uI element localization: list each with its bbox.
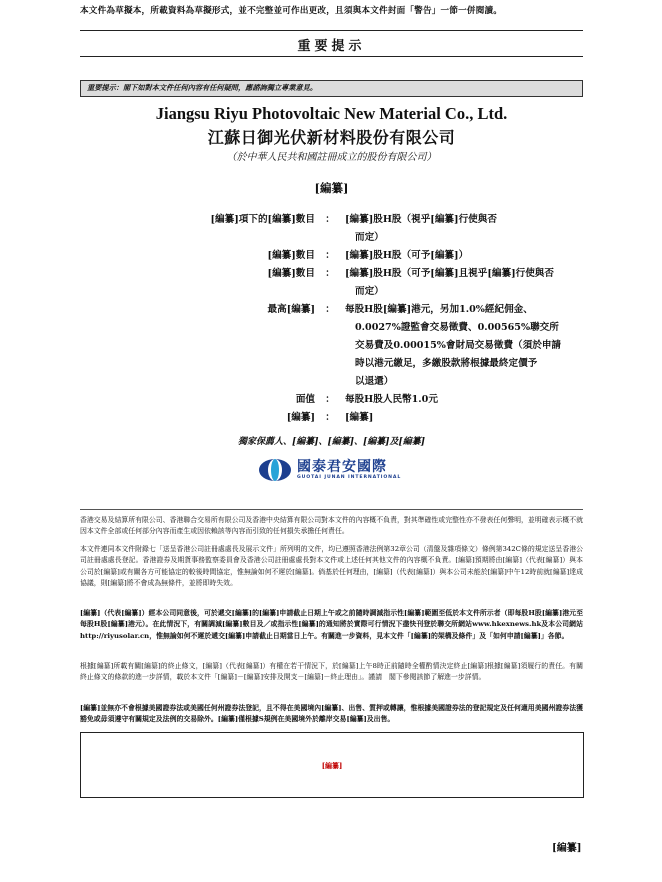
- offer-row: [80, 301, 583, 391]
- us-securities-paragraph: [編纂]並無亦不會根據美國證券法或美國任何州證券法登記，且不得在美國境內[編纂]、出售、質押或轉讓，惟根據美國證券法的登記規定及任何適用美國州證券法獲豁免或毋須遵守有關規定及法例的交易除外。[編纂]僅根據S規例在美國境外於離岸交易[編纂]及出售。: [80, 704, 583, 724]
- page-footer: [編纂]: [552, 843, 582, 854]
- offer-label: [編纂]項下的[編纂]數目: [210, 214, 315, 225]
- offer-label: [編纂]: [286, 412, 315, 423]
- offer-value: [345, 301, 583, 391]
- logo-name-zh: 國泰君安國際: [297, 459, 387, 475]
- offer-value-line: 以退還）: [355, 376, 394, 387]
- offer-value-line: 交易費及0.00015%會財局交易徵費（須於申請: [355, 340, 562, 351]
- price-reduction-paragraph: [編纂]（代表[編纂]）經本公司同意後，可於遞交[編纂]的[編纂]申請截止日期上午或之前隨時調減指示性[編纂]範圍至低於本文件所示者（即每股H股[編纂]港元至每股H股[編纂]港元）。在此情況下，有關調減[編纂]數目及／或指示性[編纂]的通知將於實際可行情況下盡快刊登於聯交所網站www.hkexnews.hk及本公司網站http://riyusolar.cn，惟無論如何不遲於遞交[編纂]申請截止日期當日上午。有關進一步資料，見本文件「[編纂]的架構及條件」及「如何申請[編纂]」各節。: [80, 609, 583, 640]
- disclaimer-paragraph: 香港交易及結算所有限公司、香港聯合交易所有限公司及香港中央結算有限公司對本文件的內容概不負責，對其準確性或完整性亦不發表任何聲明，並明確表示概不就因本文件全部或任何部分內容而產生或因依賴該等內容而引致的任何損失承擔任何責任。: [80, 516, 584, 536]
- offer-value: [345, 265, 583, 301]
- sponsors-line: 獨家保薦人、[編纂]、[編纂]、[編纂]及[編纂]: [237, 437, 426, 447]
- divider-top: [80, 30, 583, 31]
- draft-notice: 本文件為草擬本，所載資料為草擬形式，並不完整並可作出更改，且須與本文件封面「警告」一節一併閱讀。: [80, 6, 503, 16]
- offer-label: 最高[編纂]: [267, 304, 315, 315]
- offer-value-line: 而定）: [355, 232, 384, 243]
- guotai-junan-logo: [258, 458, 401, 482]
- offer-value-line: 每股H股人民幣1.0元: [345, 394, 438, 405]
- offer-value-line: [編纂]: [345, 412, 374, 423]
- offer-value: [345, 409, 583, 427]
- offer-colon: ：: [325, 250, 335, 261]
- offer-value: [345, 391, 583, 409]
- offer-row: [80, 247, 583, 265]
- company-name-en: Jiangsu Riyu Photovoltaic New Material Co., Ltd.: [155, 104, 508, 123]
- offer-row: [80, 265, 583, 301]
- offer-value-line: 每股H股[編纂]港元，另加1.0%經紀佣金、: [345, 304, 533, 315]
- divider-disclaimer: [80, 509, 583, 510]
- logo-text: [297, 460, 401, 480]
- company-incorporation-note: （於中華人民共和國註冊成立的股份有限公司）: [226, 152, 437, 163]
- offer-label: [編纂]數目: [267, 268, 315, 279]
- redacted-frame-text: [編纂]: [321, 761, 343, 770]
- offer-colon: ：: [325, 214, 335, 225]
- offer-value-line: 0.0027%證監會交易徵費、0.00565%聯交所: [355, 322, 559, 333]
- offer-label: [編纂]數目: [267, 250, 315, 261]
- offer-value-line: [編纂]股H股（可予[編纂]）: [345, 250, 469, 261]
- offer-colon: ：: [325, 394, 335, 405]
- offer-value-line: [編纂]股H股（視乎[編纂]行使與否: [345, 214, 497, 225]
- offer-row: [80, 211, 583, 247]
- redacted-heading: [編纂]: [314, 181, 349, 195]
- offer-value: [345, 247, 583, 265]
- warning-banner-text: 重要提示：閣下如對本文件任何內容有任何疑問，應諮詢獨立專業意見。: [87, 83, 318, 92]
- important-title: 重要提示: [297, 39, 366, 54]
- offer-colon: ：: [325, 268, 335, 279]
- warning-banner: [80, 80, 583, 97]
- offer-colon: ：: [325, 304, 335, 315]
- company-name-zh: 江蘇日御光伏新材料股份有限公司: [207, 128, 456, 147]
- offer-colon: ：: [325, 412, 335, 423]
- offer-value: [345, 211, 583, 247]
- logo-name-en: GUOTAI JUNAN INTERNATIONAL: [297, 475, 402, 480]
- redacted-frame: [80, 732, 584, 798]
- offer-table: [80, 211, 583, 427]
- divider-title: [80, 56, 583, 57]
- offer-label: 面值: [295, 394, 315, 405]
- offer-value-line: 而定）: [355, 286, 384, 297]
- guotai-junan-emblem-icon: [258, 458, 292, 482]
- offer-value-line: 時以港元繳足，多繳股款將根據最終定價予: [355, 358, 538, 369]
- termination-paragraph: 根據[編纂]所載有關[編纂]的終止條文，[編纂]（代表[編纂]）有權在若干情況下，於[編纂]上午8時正前隨時全權酌情決定終止[編纂]根據[編纂]須履行的責任。有關終止條文的條款的進一步詳情，載於本文件「[編纂]－[編纂]安排及開支－[編纂]－終止理由」。謹請 閣下參閱該節了解進一步詳情。: [80, 662, 583, 682]
- registration-paragraph: 本文件連同本文件附錄七「送呈香港公司註冊處處長及展示文件」所列明的文件，均已遵照香港法例第32章公司（清盤及雜項條文）條例第342C條的規定送呈香港公司註冊處處長登記。香港證券及期貨事務監察委員會及香港公司註冊處處長對本文件或上述任何其他文件的內容概不負責。[編纂]預期將由[編纂]（代表[編纂]）與本公司於[編纂]或有關各方可能協定的較後時間協定，惟無論如何不遲於[編纂]。倘基於任何理由，[編纂]（代表[編纂]）與本公司未能於[編纂]中午12時前就[編纂]達成協議，則[編纂]將不會成為無條件，並將即時失效。: [80, 545, 583, 587]
- offer-row: [80, 391, 583, 409]
- offer-value-line: [編纂]股H股（可予[編纂]且視乎[編纂]行使與否: [345, 268, 554, 279]
- offer-row: [80, 409, 583, 427]
